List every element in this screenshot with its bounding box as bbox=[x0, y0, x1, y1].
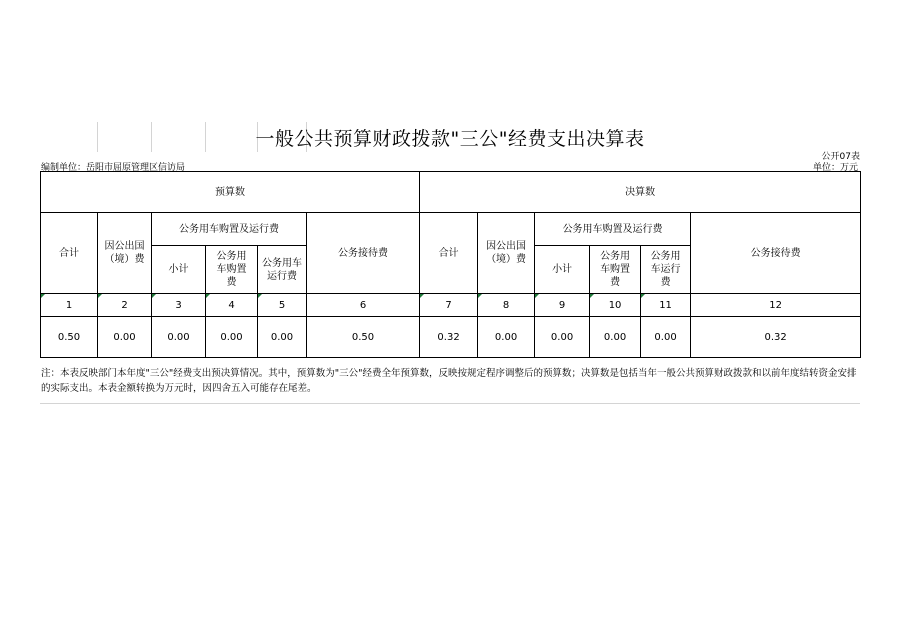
budget-car-group-header: 公务用车购置及运行费 bbox=[152, 213, 307, 246]
final-car-purchase-header: 公务用车购置费 bbox=[590, 246, 641, 294]
budget-subtotal-header: 小计 bbox=[152, 246, 206, 294]
cell-marker bbox=[41, 294, 45, 298]
col-number: 9 bbox=[535, 294, 590, 317]
col-number: 4 bbox=[206, 294, 258, 317]
value-cell: 0.00 bbox=[98, 317, 152, 358]
unit-label: 单位：万元 bbox=[812, 163, 858, 173]
budget-group-header: 预算数 bbox=[41, 172, 420, 213]
col-number: 5 bbox=[258, 294, 307, 317]
org-name: 编制单位：岳阳市屈原管理区信访局 bbox=[41, 163, 186, 173]
final-car-group-header: 公务用车购置及运行费 bbox=[535, 213, 691, 246]
col-number: 11 bbox=[641, 294, 691, 317]
value-cell: 0.00 bbox=[590, 317, 641, 358]
col-number: 7 bbox=[420, 294, 478, 317]
value-cell: 0.00 bbox=[535, 317, 590, 358]
cell-marker bbox=[590, 294, 594, 298]
cell-marker bbox=[98, 294, 102, 298]
col-number: 3 bbox=[152, 294, 206, 317]
cell-marker bbox=[258, 294, 262, 298]
cell-marker bbox=[641, 294, 645, 298]
budget-reception-header: 公务接待费 bbox=[307, 213, 420, 294]
col-number: 12 bbox=[691, 294, 861, 317]
footnote: 注：本表反映部门本年度"三公"经费支出预决算情况。其中，预算数为"三公"经费全年预算数，反映按规定程序调整后的预算数；决算数是包括当年一般公共预算财政拨款和以前年度结转资金安排的实际支出。本表金额转换为万元时，因四舍五入可能存在尾差。 bbox=[41, 368, 857, 394]
value-cell: 0.32 bbox=[691, 317, 861, 358]
header-row bbox=[41, 213, 861, 246]
col-number: 1 bbox=[41, 294, 98, 317]
col-number: 6 bbox=[307, 294, 420, 317]
final-car-run-header: 公务用车运行费 bbox=[641, 246, 691, 294]
value-cell: 0.00 bbox=[641, 317, 691, 358]
final-group-header: 决算数 bbox=[420, 172, 861, 213]
cell-marker bbox=[206, 294, 210, 298]
col-number: 2 bbox=[98, 294, 152, 317]
value-cell: 0.00 bbox=[152, 317, 206, 358]
final-reception-header: 公务接待费 bbox=[691, 213, 861, 294]
final-abroad-header: 因公出国（境）费 bbox=[478, 213, 535, 294]
cell-marker bbox=[152, 294, 156, 298]
value-row bbox=[41, 317, 861, 358]
cell-marker bbox=[478, 294, 482, 298]
budget-car-run-header: 公务用车运行费 bbox=[258, 246, 307, 294]
value-cell: 0.00 bbox=[206, 317, 258, 358]
page-title: 一般公共预算财政拨款"三公"经费支出决算表 bbox=[255, 128, 645, 150]
final-subtotal-header: 小计 bbox=[535, 246, 590, 294]
budget-abroad-header: 因公出国（境）费 bbox=[98, 213, 152, 294]
cell-marker bbox=[535, 294, 539, 298]
value-cell: 0.00 bbox=[258, 317, 307, 358]
form-code: 公开07表 bbox=[821, 152, 860, 162]
col-number: 8 bbox=[478, 294, 535, 317]
cell-marker bbox=[420, 294, 424, 298]
value-cell: 0.50 bbox=[41, 317, 98, 358]
budget-car-purchase-header: 公务用车购置费 bbox=[206, 246, 258, 294]
col-number: 10 bbox=[590, 294, 641, 317]
footnote-divider bbox=[40, 403, 860, 404]
value-cell: 0.00 bbox=[478, 317, 535, 358]
value-cell: 0.32 bbox=[420, 317, 478, 358]
summary-table bbox=[40, 171, 861, 358]
column-number-row bbox=[41, 294, 861, 317]
value-cell: 0.50 bbox=[307, 317, 420, 358]
final-total-header: 合计 bbox=[420, 213, 478, 294]
budget-total-header: 合计 bbox=[41, 213, 98, 294]
group-header-row bbox=[41, 172, 861, 213]
